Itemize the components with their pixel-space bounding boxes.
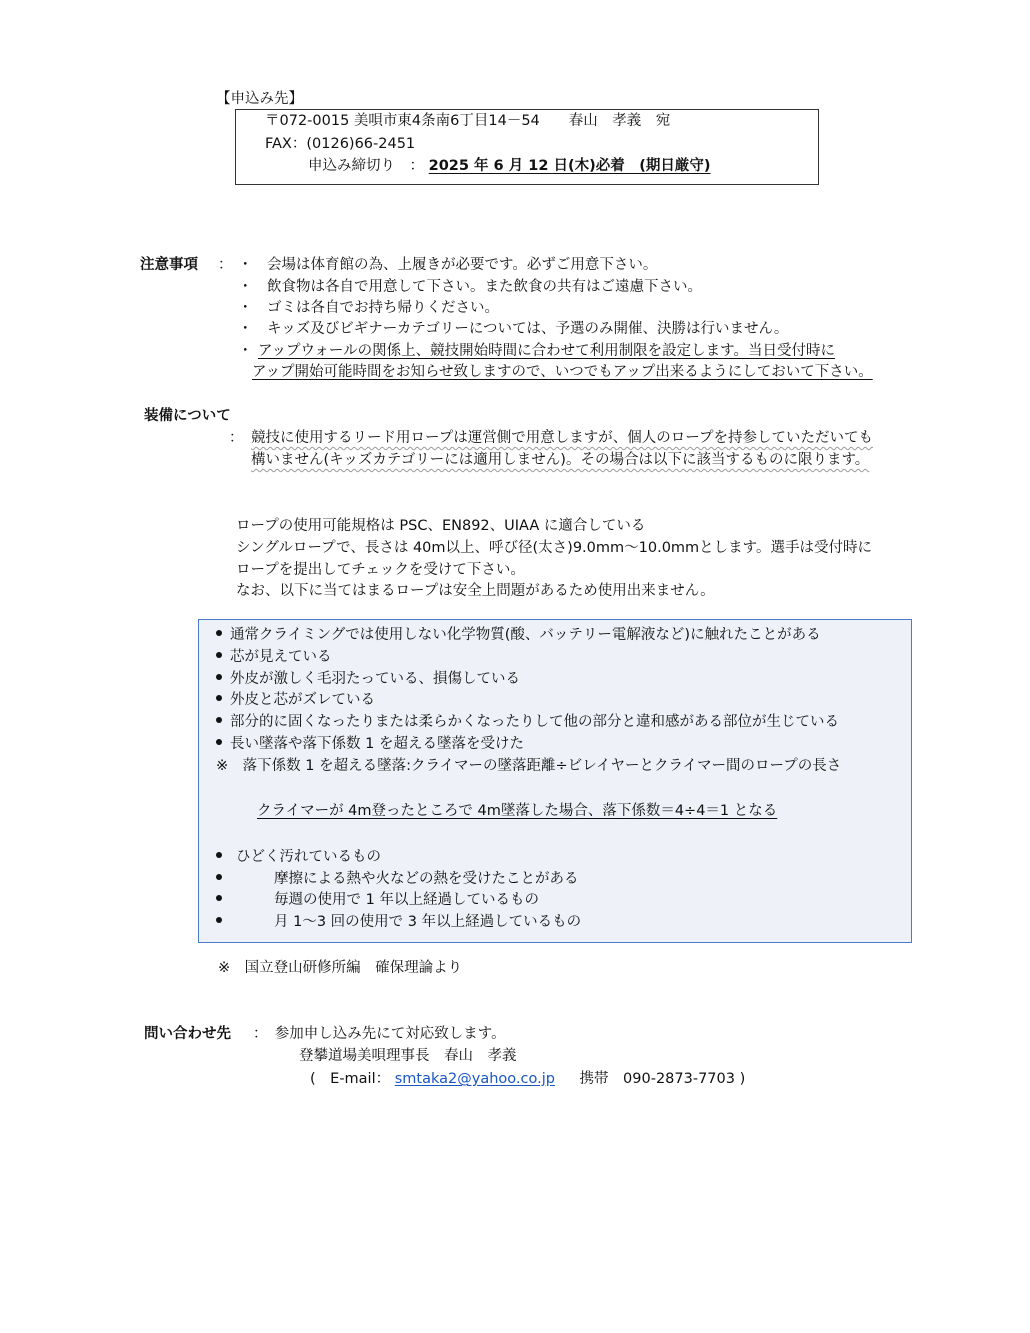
condition-item: 部分的に固くなったりまたは柔らかくなったりして他の部分と違和感がある部位が生じている: [216, 714, 839, 731]
condition-item: 芯が見えている: [216, 649, 332, 666]
equipment-colon: ：: [229, 430, 244, 446]
address-line: 〒072-0015 美唄市東4条南6丁目14－54 春山 孝義 宛: [265, 113, 671, 129]
bullet-icon: [216, 717, 222, 723]
bullet-icon: [216, 695, 222, 701]
application-heading: 【申込み先】: [216, 91, 303, 107]
bullet-icon: [216, 630, 222, 636]
note-item: ・ 飲食物は各自で用意して下さい。また飲食の共有はご遠慮下さい。: [238, 279, 702, 295]
contact-label: 問い合わせ先: [144, 1026, 231, 1042]
condition-item: 外皮が激しく毛羽たっている、損傷している: [216, 671, 520, 688]
source-note: ※ 国立登山研修所編 確保理論より: [218, 960, 463, 976]
rope-standard-line: ロープの使用可能規格は PSC、EN892、UIAA に適合している: [236, 518, 646, 534]
fall-factor-example: クライマーが 4m登ったところで 4m墜落した場合、落下係数＝4÷4＝1 となる: [257, 803, 778, 819]
equipment-title: 装備について: [144, 408, 231, 424]
contact-person: 登攀道場美唄理事長 春山 孝義: [299, 1048, 517, 1064]
note-item: ・ キッズ及びビギナーカテゴリーについては、予選のみ開催、決勝は行いません。: [238, 321, 789, 337]
fall-factor-note: ※ 落下係数 1 を超える墜落:クライマーの墜落距離÷ビレイヤーとクライマー間のロープの長さ: [216, 758, 842, 774]
condition-item: 通常クライミングでは使用しない化学物質(酸、バッテリー電解液など)に触れたことがある: [216, 627, 821, 644]
bullet-icon: [216, 852, 222, 858]
rope-unusable-line: なお、以下に当てはまるロープは安全上問題があるため使用出来ません。: [236, 583, 715, 599]
fax-line: FAX：(0126)66-2451: [265, 136, 416, 152]
note-item-warmup-line1: アップウォールの関係上、競技開始時間に合わせて利用制限を設定します。当日受付時に: [258, 343, 835, 359]
bullet-icon: [216, 874, 222, 880]
condition-item: ひどく汚れているもの: [216, 849, 381, 866]
email-label: ( E-mail：: [310, 1071, 391, 1087]
bullet-icon: [216, 674, 222, 680]
condition-item: 月 1～3 回の使用で 3 年以上経過しているもの: [216, 914, 581, 931]
bullet-icon: [216, 739, 222, 745]
condition-item: 長い墜落や落下係数 1 を超える墜落を受けた: [216, 736, 524, 753]
equipment-line2: 構いません(キッズカテゴリーには適用しません)。その場合は以下に該当するものに限ります。: [251, 452, 870, 468]
bullet-icon: [216, 895, 222, 901]
phone-number: 携帯 090-2873-7703 ): [579, 1071, 746, 1087]
contact-details: [310, 1071, 745, 1088]
bullet-icon: [216, 652, 222, 658]
email-link[interactable]: smtaka2@yahoo.co.jp: [394, 1071, 555, 1087]
condition-item: 外皮と芯がズレている: [216, 692, 375, 709]
note-item-warmup-line2: アップ開始可能時間をお知らせ致しますので、いつでもアップ出来るようにしておいて下さい。: [252, 364, 873, 380]
note-item: ・ 会場は体育館の為、上履きが必要です。必ずご用意下さい。: [238, 257, 658, 273]
bullet-icon: [216, 917, 222, 923]
notes-colon: ：: [218, 257, 233, 273]
rope-check-line: ロープを提出してチェックを受けて下さい。: [236, 562, 525, 578]
condition-item: 摩擦による熱や火などの熱を受けたことがある: [216, 871, 579, 888]
deadline-label: 申込み締切り ：: [308, 158, 424, 174]
note-item-bullet: ・: [238, 343, 253, 359]
deadline-line: [308, 158, 710, 175]
note-item: ・ ゴミは各自でお持ち帰りください。: [238, 300, 499, 316]
notes-label: 注意事項: [140, 257, 198, 273]
deadline-value: 2025 年 6 月 12 日(木)必着 (期日厳守): [428, 158, 711, 174]
contact-text: ： 参加申し込み先にて対応致します。: [253, 1026, 506, 1042]
equipment-line1: 競技に使用するリード用ロープは運営側で用意しますが、個人のロープを持参していただいても: [251, 430, 874, 446]
rope-spec-line: シングルロープで、長さは 40m以上、呼び径(太さ)9.0mm～10.0mmとします。選手は受付時に: [236, 540, 873, 556]
condition-item: 毎週の使用で 1 年以上経過しているもの: [216, 892, 539, 909]
